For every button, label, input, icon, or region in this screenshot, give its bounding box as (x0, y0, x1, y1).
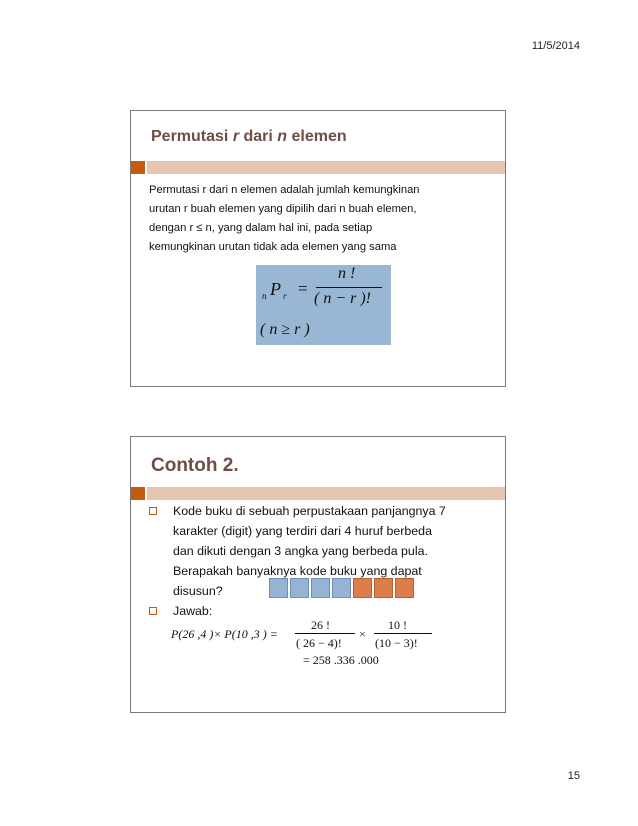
formula-numerator: n ! (338, 265, 356, 282)
permutation-formula (256, 265, 391, 345)
code-block-diagram (269, 578, 414, 598)
digit-slot (353, 578, 372, 598)
square-bullet-icon (149, 507, 157, 515)
title-underline-bar (147, 161, 505, 174)
slide-title: Contoh 2. (151, 455, 239, 476)
letter-slot (311, 578, 330, 598)
page-number: 15 (567, 770, 580, 782)
calc-frac1-numerator: 26 ! (311, 618, 330, 632)
definition-line: urutan r buah elemen yang dipilih dari n buah elemen, (149, 203, 417, 215)
definition-line: dengan r ≤ n, yang dalam hal ini, pada setiap (149, 222, 373, 234)
square-bullet-icon (149, 607, 157, 615)
calc-frac2-line (374, 633, 432, 634)
definition-text (149, 181, 494, 257)
bullet-item-question: Kode buku di sebuah perpustakaan panjangnya 7 karakter (digit) yang terdiri dari 4 huruf berbeda dan dikuti dengan 3 angka yang berbeda pula. Berapakah banyaknya kode buku yang dapat disusun? (149, 501, 494, 601)
definition-line: Permutasi r dari n elemen adalah jumlah kemungkinan (149, 184, 420, 196)
slide-permutation-definition (130, 110, 506, 387)
letter-slot (269, 578, 288, 598)
digit-slot (395, 578, 414, 598)
calc-left: P(26 ,4 )× P(10 ,3 ) = (171, 627, 278, 641)
letter-slot (290, 578, 309, 598)
formula-r-subscript: r (283, 291, 287, 301)
formula-fraction-line (316, 287, 382, 288)
calc-frac2-denominator: (10 − 3)! (375, 636, 418, 650)
calc-result: = 258 .336 .000 (303, 653, 379, 667)
digit-slot (374, 578, 393, 598)
formula-equals: = (298, 279, 308, 298)
title-accent-bar (131, 161, 145, 174)
bullet-list (149, 501, 494, 621)
title-underline-bar (147, 487, 505, 500)
formula-denominator: ( n − r )! (314, 290, 372, 307)
slide-title: Permutasi r dari n elemen (151, 128, 347, 145)
formula-n-subscript: n (262, 291, 267, 301)
slide-example-2 (130, 436, 506, 713)
formula-condition: ( n ≥ r ) (260, 321, 310, 338)
definition-line: kemungkinan urutan tidak ada elemen yang sama (149, 241, 397, 253)
letter-slot (332, 578, 351, 598)
page-date: 11/5/2014 (531, 40, 580, 52)
calc-times: × (359, 627, 366, 641)
calc-frac1-line (295, 633, 355, 634)
title-accent-bar (131, 487, 145, 500)
calc-frac1-denominator: ( 26 − 4)! (296, 636, 342, 650)
bullet-item-answer: Jawab: (149, 601, 494, 621)
formula-p: P (270, 279, 281, 299)
calc-frac2-numerator: 10 ! (388, 618, 407, 632)
